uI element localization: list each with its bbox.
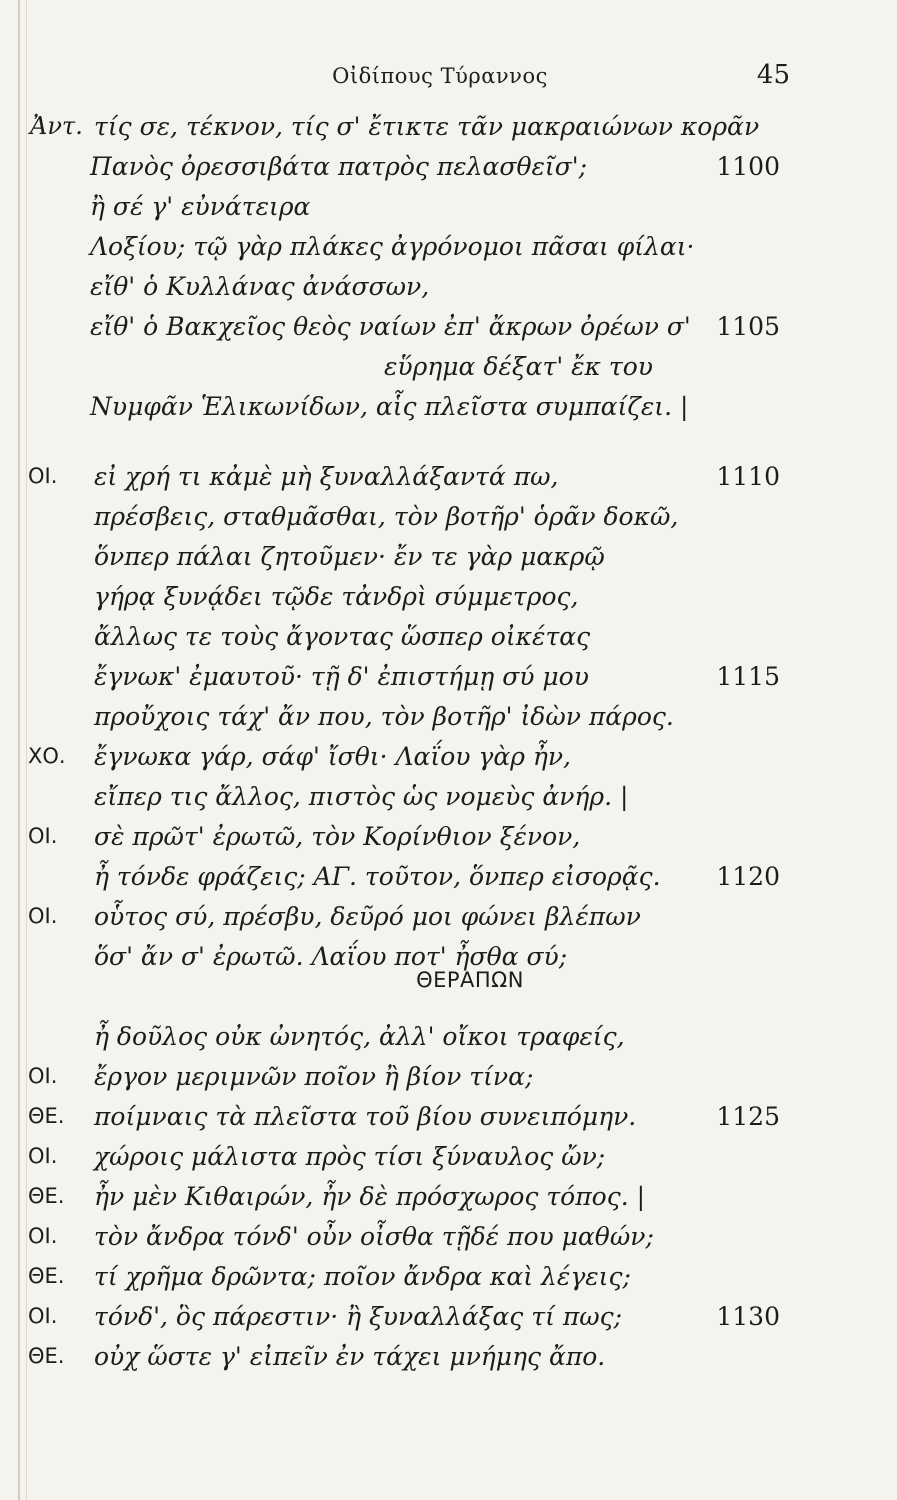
verse-line <box>0 900 897 940</box>
line-number: 1105 <box>716 312 780 341</box>
verse-text: χώροις μάλιστα πρὸς τίσι ξύναυλος ὤν; <box>94 1142 606 1171</box>
verse-line <box>0 540 897 580</box>
line-number: 1115 <box>716 662 780 691</box>
verse-text: ἔργον μεριμνῶν ποῖον ἢ βίον τίνα; <box>94 1062 534 1091</box>
verse-line <box>0 150 897 190</box>
verse-line <box>0 1300 897 1340</box>
verse-text: οὐχ ὥστε γ' εἰπεῖν ἐν τάχει μνήμης ἄπο. <box>94 1342 606 1371</box>
verse-text: προὔχοις τάχ' ἄν που, τὸν βοτῆρ' ἰδὼν πάρος. <box>94 702 674 731</box>
verse-line <box>0 1220 897 1260</box>
verse-text: ἦ δοῦλος οὐκ ὠνητός, ἀλλ' οἴκοι τραφείς, <box>94 1022 625 1051</box>
verse-text: εἴθ' ὁ Κυλλάνας ἀνάσσων, <box>90 272 430 301</box>
verse-text: Πανὸς ὀρεσσιβάτα πατρὸς πελασθεῖσ'; <box>90 152 588 181</box>
verse-line <box>0 1060 897 1100</box>
line-number: 1125 <box>716 1102 780 1131</box>
verse-line <box>0 390 897 430</box>
verse-line <box>0 780 897 820</box>
verse-text: ἦ τόνδε φράζεις; ΑΓ. τοῦτον, ὅνπερ εἰσορᾷς. <box>94 862 661 891</box>
verse-text: ἔγνωκα γάρ, σάφ' ἴσθι· Λαΐου γὰρ ἦν, <box>94 742 571 771</box>
verse-line <box>0 1260 897 1300</box>
verse-text: Νυμφᾶν Ἑλικωνίδων, αἷς πλεῖστα συμπαίζει. | <box>90 392 689 421</box>
speaker-label: ΟΙ. <box>28 1304 58 1328</box>
verse-line <box>0 580 897 620</box>
page-number: 45 <box>756 60 790 90</box>
verse-text: γήρᾳ ξυνᾴδει τῷδε τἀνδρὶ σύμμετρος, <box>94 582 579 611</box>
verse-text: τίς σε, τέκνον, τίς σ' ἔτικτε τᾶν μακραιώνων κορᾶν <box>94 112 760 141</box>
speaker-label: ΟΙ. <box>28 1064 58 1088</box>
verse-line <box>0 500 897 540</box>
speaker-label: ΘΕ. <box>28 1104 65 1128</box>
verse-text: εἴπερ τις ἄλλος, πιστὸς ὡς νομεὺς ἀνήρ. | <box>94 782 629 811</box>
verse-line <box>0 820 897 860</box>
line-number: 1130 <box>716 1302 780 1331</box>
verse-text: τόνδ', ὃς πάρεστιν· ἢ ξυναλλάξας τί πως; <box>94 1302 623 1331</box>
verse-text: σὲ πρῶτ' ἐρωτῶ, τὸν Κορίνθιον ξένον, <box>94 822 581 851</box>
verse-line <box>0 310 897 350</box>
verse-line <box>0 1020 897 1060</box>
speaker-label: ΘΕ. <box>28 1344 65 1368</box>
verse-line <box>0 700 897 740</box>
speaker-label: ΧΟ. <box>28 744 66 768</box>
line-number: 1100 <box>716 152 780 181</box>
verse-text: τὸν ἄνδρα τόνδ' οὖν οἶσθα τῇδέ που μαθών; <box>94 1222 654 1251</box>
verse-line <box>0 660 897 700</box>
verse-line <box>0 460 897 500</box>
verse-text: Λοξίου; τῷ γὰρ πλάκες ἀγρόνομοι πᾶσαι φίλαι· <box>90 232 695 261</box>
line-number: 1110 <box>716 462 780 491</box>
verse-line <box>0 620 897 660</box>
verse-text: ὅνπερ πάλαι ζητοῦμεν· ἔν τε γὰρ μακρῷ <box>94 542 605 571</box>
antistrophe-label: Ἀντ. <box>30 112 83 140</box>
verse-text: ἔγνωκ' ἐμαυτοῦ· τῇ δ' ἐπιστήμῃ σύ μου <box>94 662 589 691</box>
verse-text: οὗτος σύ, πρέσβυ, δεῦρό μοι φώνει βλέπων <box>94 902 641 931</box>
verse-text: τί χρῆμα δρῶντα; ποῖον ἄνδρα καὶ λέγεις; <box>94 1262 631 1291</box>
speaker-label: ΘΕ. <box>28 1264 65 1288</box>
verse-line <box>0 270 897 310</box>
verse-line <box>0 1180 897 1220</box>
running-header-title: Οἰδίπους Τύραννος <box>332 64 548 88</box>
character-heading: ΘΕΡΑΠΩΝ <box>416 968 524 992</box>
verse-line <box>0 860 897 900</box>
speaker-label: ΟΙ. <box>28 904 58 928</box>
verse-line <box>0 740 897 780</box>
verse-text: ὅσ' ἄν σ' ἐρωτῶ. Λαΐου ποτ' ἦσθα σύ; <box>94 942 568 971</box>
speaker-label: ΟΙ. <box>28 1224 58 1248</box>
verse-line <box>0 1100 897 1140</box>
verse-text: εὕρημα δέξατ' ἔκ του <box>384 352 653 381</box>
verse-text: ἢ σέ γ' εὐνάτειρα <box>90 192 311 221</box>
verse-text: ἦν μὲν Κιθαιρών, ἦν δὲ πρόσχωρος τόπος. | <box>94 1182 646 1211</box>
speaker-label: ΘΕ. <box>28 1184 65 1208</box>
verse-text: ποίμναις τὰ πλεῖστα τοῦ βίου συνειπόμην. <box>94 1102 637 1131</box>
verse-line <box>0 190 897 230</box>
verse-text: εἴθ' ὁ Βακχεῖος θεὸς ναίων ἐπ' ἄκρων ὀρέων σ' <box>90 312 691 341</box>
verse-text: εἰ χρή τι κἀμὲ μὴ ξυναλλάξαντά πω, <box>94 462 559 491</box>
verse-text: ἄλλως τε τοὺς ἄγοντας ὥσπερ οἰκέτας <box>94 622 591 651</box>
verse-text: πρέσβεις, σταθμᾶσθαι, τὸν βοτῆρ' ὁρᾶν δοκῶ, <box>94 502 679 531</box>
line-number: 1120 <box>716 862 780 891</box>
speaker-label: ΟΙ. <box>28 464 58 488</box>
speaker-label: ΟΙ. <box>28 1144 58 1168</box>
verse-line <box>0 230 897 270</box>
verse-line <box>0 350 897 390</box>
verse-line <box>0 1140 897 1180</box>
verse-line <box>0 1340 897 1380</box>
verse-line <box>0 110 897 150</box>
speaker-label: ΟΙ. <box>28 824 58 848</box>
